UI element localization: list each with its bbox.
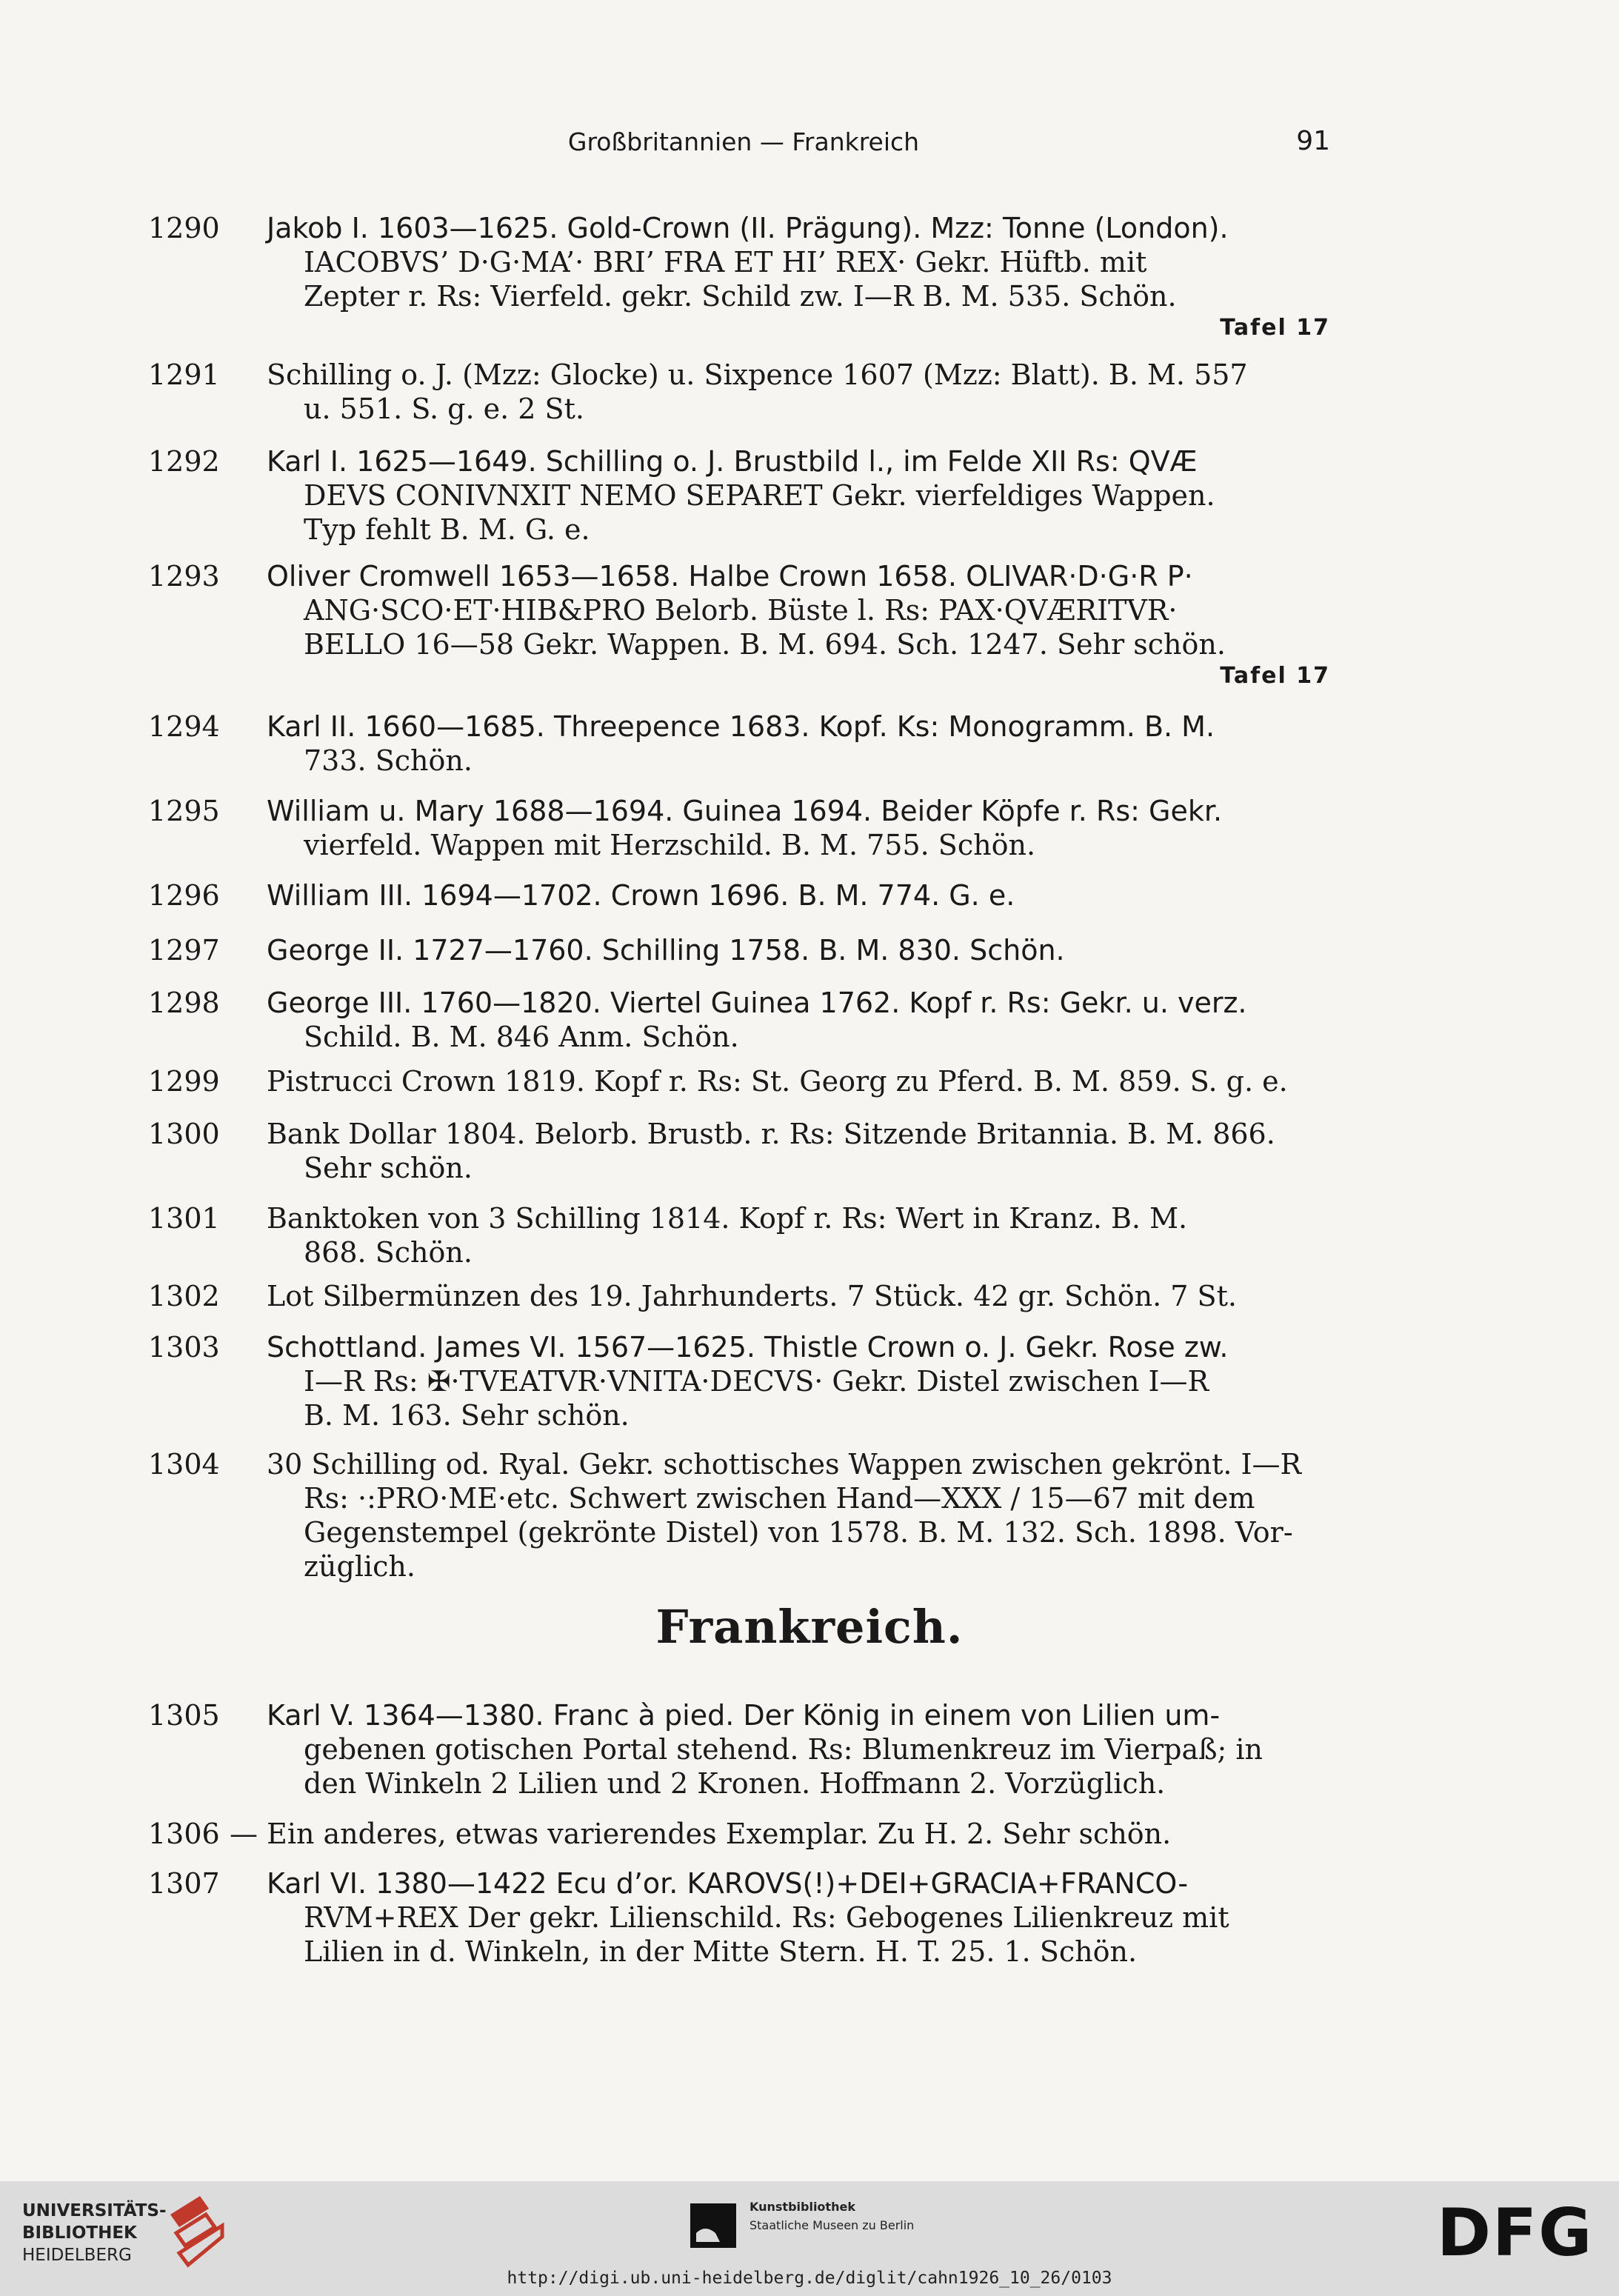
entry-number: 1299	[148, 1065, 220, 1098]
entry-number: 1298	[148, 987, 220, 1019]
entry-number: 1294	[148, 710, 220, 743]
ub-line-1: UNIVERSITÄTS-	[22, 2201, 167, 2220]
kb-line-1: Kunstbibliothek	[750, 2200, 855, 2214]
entry-number: 1292	[148, 445, 220, 478]
entry-line: Banktoken von 3 Schilling 1814. Kopf r. Rs: Wert in Kranz. B. M.	[267, 1202, 1188, 1235]
entry-line: Schottland. James VI. 1567—1625. Thistle Crown o. J. Gekr. Rose zw.	[267, 1331, 1229, 1364]
ub-line-2: BIBLIOTHEK	[22, 2223, 137, 2243]
entry-line: Gegenstempel (gekrönte Distel) von 1578. B. M. 132. Sch. 1898. Vor-	[304, 1516, 1293, 1549]
catalog-entry	[148, 1698, 1330, 1801]
entry-line: 868. Schön.	[304, 1236, 473, 1269]
entry-line: Bank Dollar 1804. Belorb. Brustb. r. Rs: Sitzende Britannia. B. M. 866.	[267, 1118, 1275, 1150]
entry-number: 1297	[148, 934, 220, 967]
entry-number: 1307	[148, 1867, 220, 1900]
entry-line: Karl VI. 1380—1422 Ecu d’or. KAROVS(!)+DEI+GRACIA+FRANCO-	[267, 1867, 1189, 1900]
entry-line: DEVS CONIVNXIT NEMO SEPARET Gekr. vierfeldiges Wappen.	[304, 479, 1215, 512]
entry-line: RVM+REX Der gekr. Lilienschild. Rs: Gebogenes Lilienkreuz mit	[304, 1901, 1229, 1934]
plate-reference: Tafel 17	[1220, 315, 1330, 341]
ub-heidelberg-logo-text[interactable]	[22, 2200, 167, 2266]
catalog-entry	[148, 1117, 1330, 1185]
ub-line-3: HEIDELBERG	[22, 2246, 132, 2265]
entry-number: 1303	[148, 1331, 220, 1364]
entry-line: George III. 1760—1820. Viertel Guinea 1762. Kopf r. Rs: Gekr. u. verz.	[267, 987, 1247, 1019]
kunstbibliothek-logo-icon	[690, 2203, 736, 2248]
page-number: 91	[1296, 126, 1330, 156]
entry-number: 1300	[148, 1118, 220, 1150]
entry-line: gebenen gotischen Portal stehend. Rs: Blumenkreuz im Vierpaß; in	[304, 1733, 1263, 1766]
catalog-entry	[148, 986, 1330, 1054]
entry-line: BELLO 16—58 Gekr. Wappen. B. M. 694. Sch. 1247. Sehr schön.	[304, 628, 1226, 661]
plate-reference: Tafel 17	[1220, 663, 1330, 689]
entry-line: ANG·SCO·ET·HIB&PRO Belorb. Büste l. Rs: PAX·QVÆRITVR·	[304, 594, 1178, 627]
entry-line: Zepter r. Rs: Vierfeld. gekr. Schild zw. I—R B. M. 535. Schön.	[304, 280, 1177, 313]
section-title: Frankreich.	[655, 1600, 964, 1654]
entry-number: 1301	[148, 1202, 220, 1235]
entry-number: 1291	[148, 358, 220, 391]
kb-line-2: Staatliche Museen zu Berlin	[750, 2218, 915, 2232]
entry-line: William u. Mary 1688—1694. Guinea 1694. Beider Köpfe r. Rs: Gekr.	[267, 795, 1223, 827]
catalog-entry	[148, 1817, 1330, 1851]
entry-line: Pistrucci Crown 1819. Kopf r. Rs: St. Georg zu Pferd. B. M. 859. S. g. e.	[267, 1065, 1288, 1098]
entry-line: Rs: ·:PRO·ME·etc. Schwert zwischen Hand—XXX / 15—67 mit dem	[304, 1482, 1255, 1515]
entry-number: 1305	[148, 1699, 220, 1732]
entry-line: 733. Schön.	[304, 744, 473, 777]
ub-heidelberg-mark-icon	[163, 2192, 230, 2274]
entry-number: 1295	[148, 795, 220, 827]
entry-line: u. 551. S. g. e. 2 St.	[304, 393, 584, 425]
catalog-entry	[148, 1279, 1330, 1313]
entry-line: 30 Schilling od. Ryal. Gekr. schottisches Wappen zwischen gekrönt. I—R	[267, 1448, 1302, 1481]
entry-number: 1293	[148, 560, 220, 593]
entry-line: züglich.	[304, 1550, 415, 1583]
catalog-entry	[148, 559, 1330, 691]
entry-line: Sehr schön.	[304, 1152, 473, 1184]
catalog-entry	[148, 710, 1330, 778]
entry-line: Karl I. 1625—1649. Schilling o. J. Brustbild l., im Felde XII Rs: QVÆ	[267, 445, 1198, 478]
entry-line: — Ein anderes, etwas varierendes Exemplar. Zu H. 2. Sehr schön.	[230, 1818, 1172, 1850]
catalog-entry	[148, 1866, 1330, 1969]
entry-line: George II. 1727—1760. Schilling 1758. B. M. 830. Schön.	[267, 934, 1065, 967]
entry-line: Lot Silbermünzen des 19. Jahrhunderts. 7 Stück. 42 gr. Schön. 7 St.	[267, 1280, 1237, 1312]
entry-line: den Winkeln 2 Lilien und 2 Kronen. Hoffmann 2. Vorzüglich.	[304, 1767, 1166, 1800]
catalog-entry	[148, 794, 1330, 862]
entry-line: Typ fehlt B. M. G. e.	[304, 513, 590, 546]
catalog-entry	[148, 1201, 1330, 1269]
permalink-url[interactable]: http://digi.ub.uni-heidelberg.de/diglit/cahn1926_10_26/0103	[507, 2269, 1112, 2288]
catalog-entry	[148, 444, 1330, 547]
entry-number: 1290	[148, 212, 220, 244]
entry-line: Oliver Cromwell 1653—1658. Halbe Crown 1658. OLIVAR·D·G·R P·	[267, 560, 1193, 593]
entry-number: 1304	[148, 1448, 220, 1481]
entry-line: Karl II. 1660—1685. Threepence 1683. Kopf. Ks: Monogramm. B. M.	[267, 710, 1215, 743]
catalog-entry	[148, 1064, 1330, 1098]
catalog-entry	[148, 211, 1330, 343]
entry-line: Schild. B. M. 846 Anm. Schön.	[304, 1021, 739, 1053]
entry-number: 1306	[148, 1818, 220, 1850]
entry-line: IACOBVS’ D·G·MA’· BRI’ FRA ET HI’ REX· Gekr. Hüftb. mit	[304, 246, 1147, 278]
catalog-entry	[148, 933, 1330, 967]
running-title: Großbritannien — Frankreich	[567, 127, 920, 156]
entry-line: William III. 1694—1702. Crown 1696. B. M. 774. G. e.	[267, 879, 1015, 912]
entry-line: Jakob I. 1603—1625. Gold-Crown (II. Prägung). Mzz: Tonne (London).	[267, 212, 1229, 244]
catalog-entry	[148, 1447, 1330, 1583]
entry-number: 1296	[148, 879, 220, 912]
dfg-logo[interactable]: DFG	[1437, 2195, 1594, 2271]
entry-number: 1302	[148, 1280, 220, 1312]
catalog-entry	[148, 358, 1330, 426]
entry-line: vierfeld. Wappen mit Herzschild. B. M. 755. Schön.	[304, 829, 1036, 861]
entry-line: Lilien in d. Winkeln, in der Mitte Stern. H. T. 25. 1. Schön.	[304, 1935, 1138, 1968]
entry-line: B. M. 163. Sehr schön.	[304, 1399, 630, 1432]
catalog-entry	[148, 878, 1330, 912]
entry-line: I—R Rs: ✠·TVEATVR·VNITA·DECVS· Gekr. Distel zwischen I—R	[304, 1365, 1209, 1398]
kunstbibliothek-logo-text[interactable]	[750, 2197, 914, 2235]
entry-line: Schilling o. J. (Mzz: Glocke) u. Sixpence 1607 (Mzz: Blatt). B. M. 557	[267, 358, 1248, 391]
entry-line: Karl V. 1364—1380. Franc à pied. Der König in einem von Lilien um-	[267, 1699, 1221, 1732]
catalog-entry	[148, 1330, 1330, 1432]
